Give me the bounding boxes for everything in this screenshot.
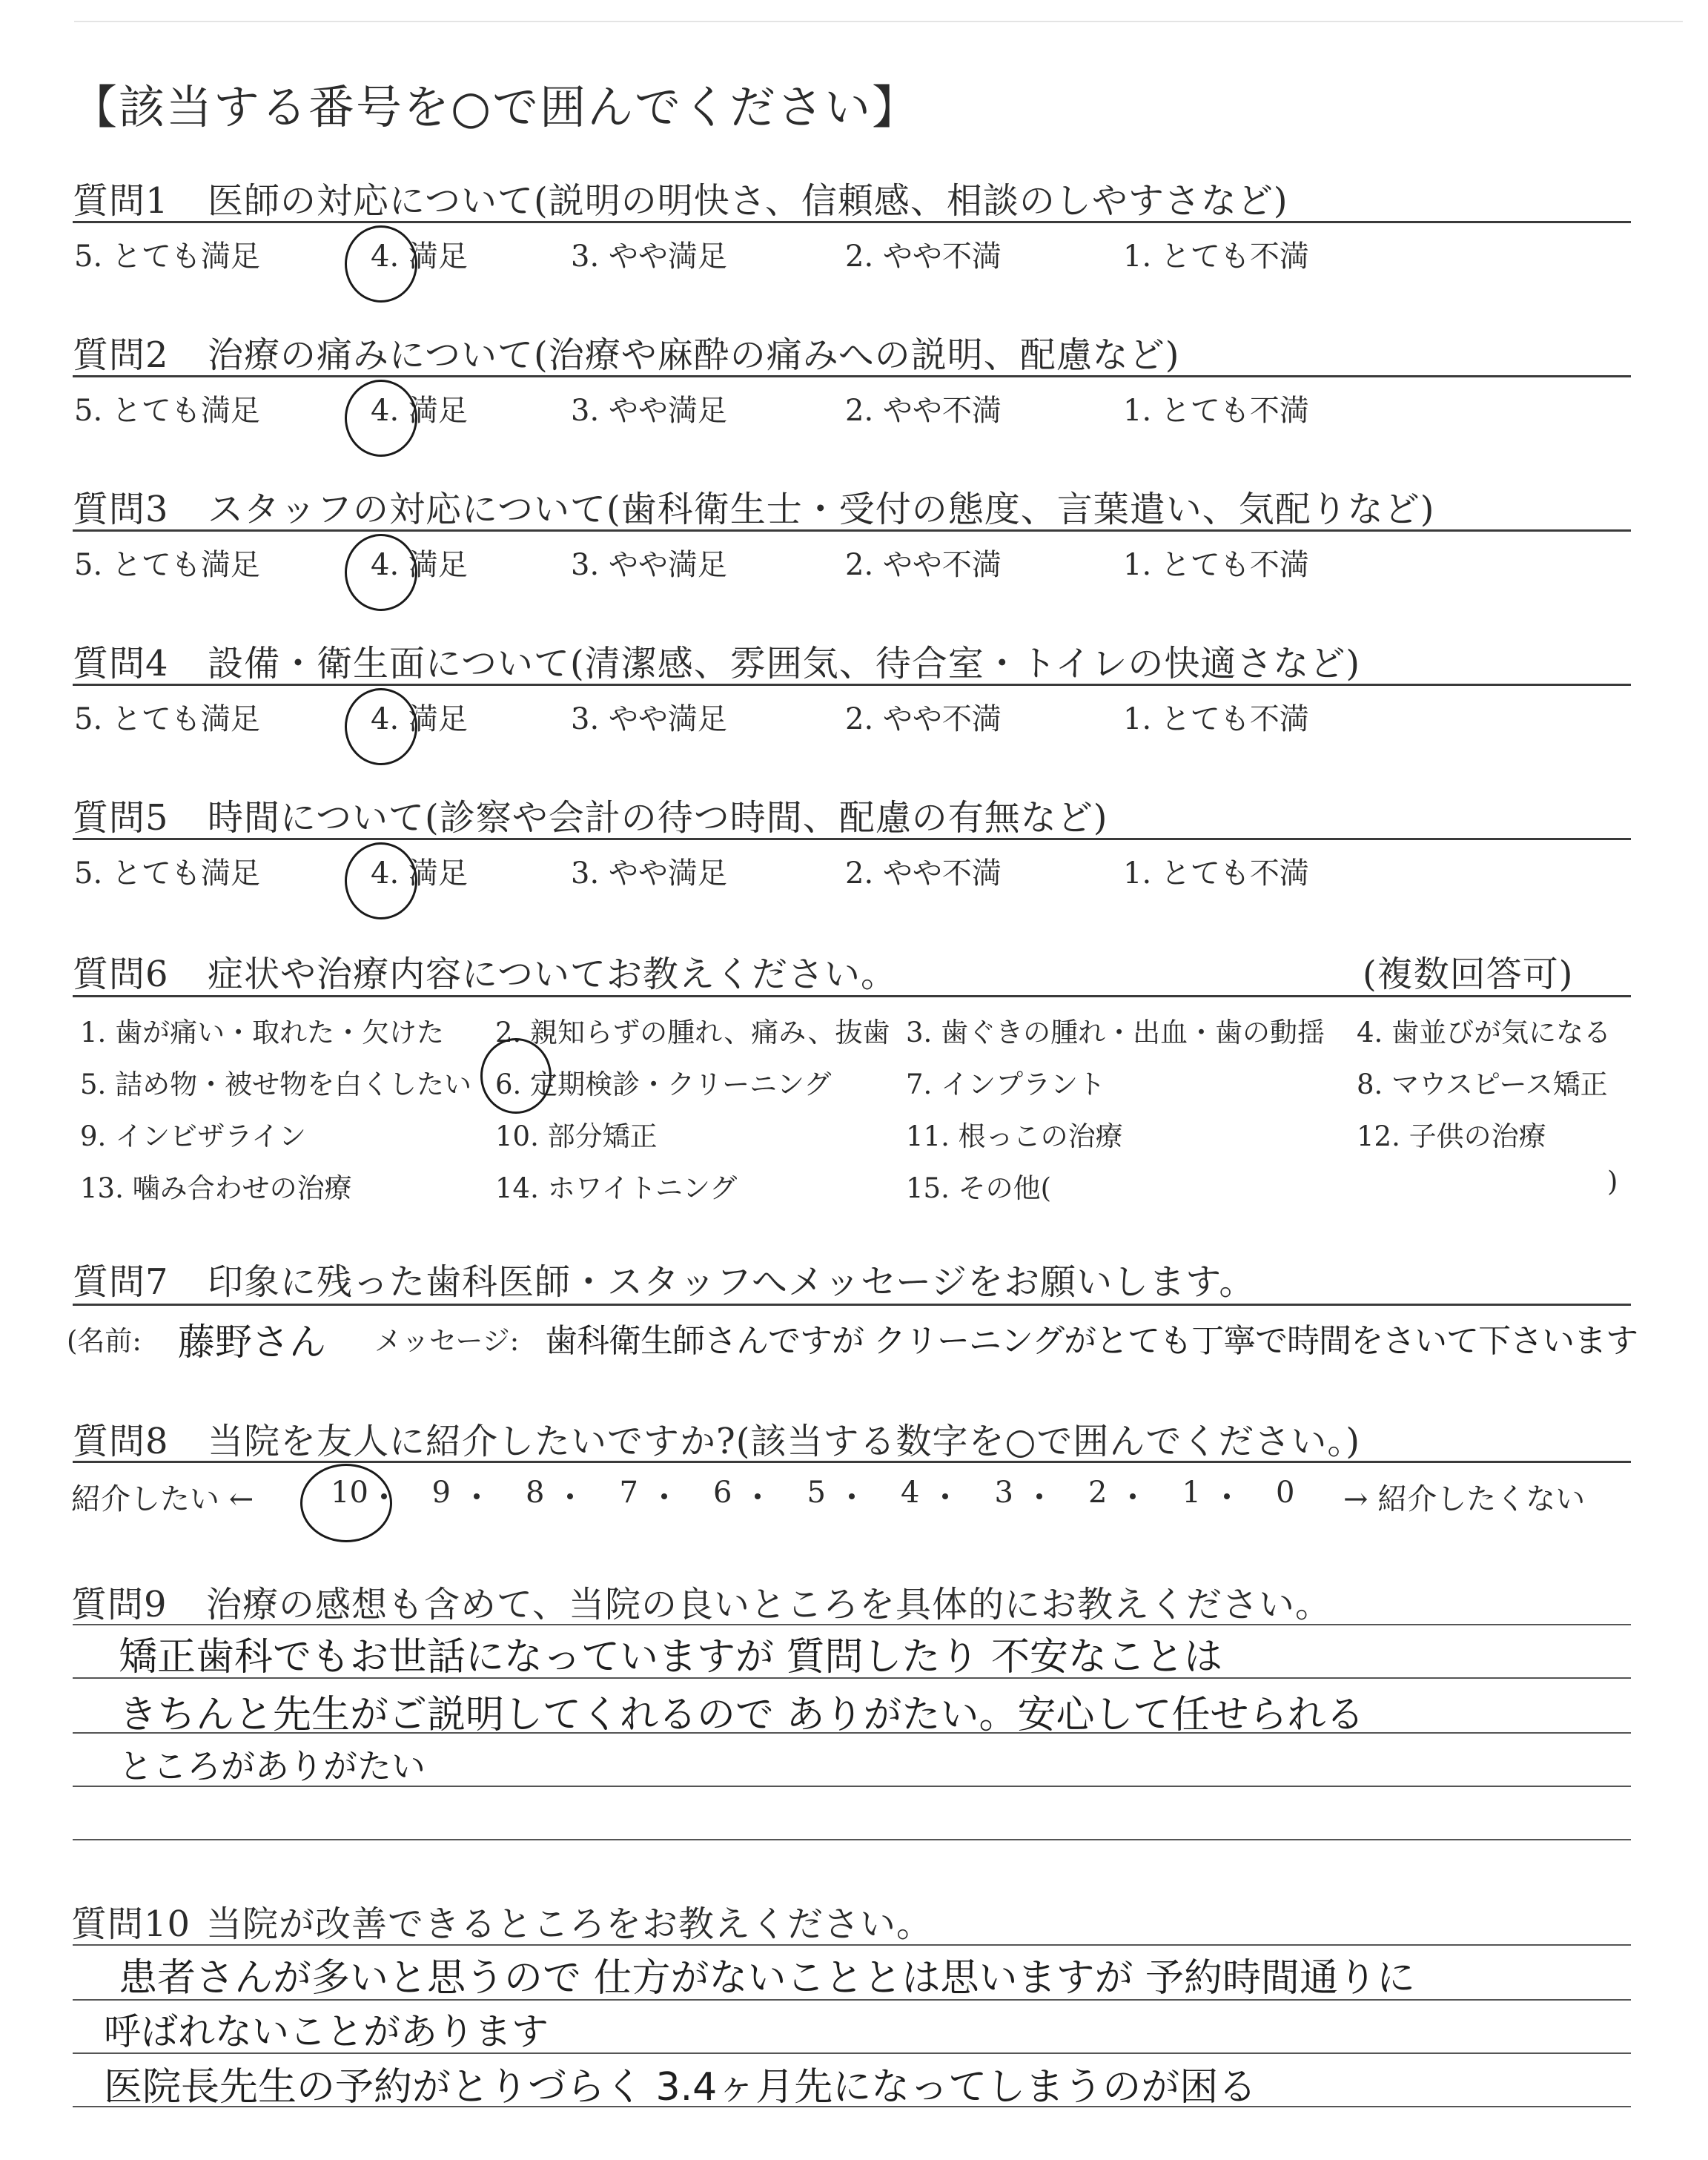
q3-text: スタッフの対応について(歯科衛生士・受付の態度、言葉遣い、気配りなど) [208,489,1435,530]
q8-scale-separator [849,1493,855,1499]
q3-option-2[interactable]: 2. やや不満 [845,548,1002,582]
q10-line-1 [73,1944,1631,1946]
q3-option-3[interactable]: 3. やや満足 [571,548,727,582]
q6-option-11[interactable]: 11. 根っこの治療 [906,1120,1123,1152]
q2-option-3[interactable]: 3. やや満足 [571,394,727,428]
q9-answer-line-3[interactable]: ところがありがたい [119,1746,426,1786]
q3-option-4[interactable]: 4. 満足 [371,548,468,582]
q4-rule [73,684,1631,686]
q8-right-label: → 紹介したくない [1343,1482,1586,1516]
q4-option-5[interactable]: 5. とても満足 [74,702,260,736]
q7-name-value[interactable]: 藤野さん [178,1321,326,1364]
q4-label: 質問4 [73,643,169,684]
q8-scale-3[interactable]: 3 [994,1476,1013,1510]
q3-rule [73,529,1631,532]
q1-rule [73,221,1631,223]
q5-option-4[interactable]: 4. 満足 [371,856,468,891]
q6-option-7[interactable]: 7. インプラント [906,1069,1106,1100]
q4-text: 設備・衛生面について(清潔感、雰囲気、待合室・トイレの快適さなど) [208,643,1361,684]
q7-name-label: (名前: [67,1325,142,1357]
q6-option-12[interactable]: 12. 子供の治療 [1357,1120,1546,1152]
q2-option-4[interactable]: 4. 満足 [371,394,468,428]
q2-option-5[interactable]: 5. とても満足 [74,394,260,428]
q6-option-5[interactable]: 5. 詰め物・被せ物を白くしたい [80,1069,472,1100]
q1-option-3[interactable]: 3. やや満足 [571,240,727,274]
page-title: 【該当する番号を○で囲んでください】 [71,80,920,134]
q3-selection-circle[interactable] [345,534,417,611]
q1-selection-circle[interactable] [345,225,417,303]
q6-option-6[interactable]: 6. 定期検診・クリーニング [495,1069,832,1100]
q1-text: 医師の対応について(説明の明快さ、信頼感、相談のしやすさなど) [208,180,1288,222]
q9-line-5 [73,1839,1631,1840]
q6-option-16: ) [1607,1166,1618,1198]
q8-scale-separator [942,1493,948,1499]
q1-label: 質問1 [73,180,169,222]
q4-option-2[interactable]: 2. やや不満 [845,702,1002,736]
scan-edge-line [74,21,1683,22]
q5-label: 質問5 [73,797,169,839]
q9-text: 治療の感想も含めて、当院の良いところを具体的にお教えください。 [206,1584,1332,1625]
q1-option-4[interactable]: 4. 満足 [371,240,468,274]
q8-scale-separator [755,1493,761,1499]
q8-scale-separator [1036,1493,1042,1499]
q5-text: 時間について(診察や会計の待つ時間、配慮の有無など) [208,797,1108,839]
q7-rule [73,1304,1631,1306]
q10-answer-line-2[interactable]: 呼ばれないことがあります [104,2010,549,2053]
q10-text: 当院が改善できるところをお教えください。 [206,1903,933,1945]
q1-option-2[interactable]: 2. やや不満 [845,240,1002,274]
q4-option-1[interactable]: 1. とても不満 [1123,702,1309,736]
q9-label: 質問9 [71,1584,168,1625]
q2-option-2[interactable]: 2. やや不満 [845,394,1002,428]
q8-scale-separator [1130,1493,1136,1499]
q7-text: 印象に残った歯科医師・スタッフへメッセージをお願いします。 [208,1261,1256,1303]
q8-scale-4[interactable]: 4 [901,1476,920,1510]
q8-scale-2[interactable]: 2 [1088,1476,1108,1510]
q10-answer-line-1[interactable]: 患者さんが多いと思うので 仕方がないこととは思いますが 予約時間通りに [119,1956,1416,2001]
q10-answer-line-3[interactable]: 医院長先生の予約がとりづらく 3.4ヶ月先になってしまうのが困る [104,2065,1257,2110]
q2-rule [73,375,1631,377]
q8-scale-separator [661,1493,667,1499]
q2-option-1[interactable]: 1. とても不満 [1123,394,1309,428]
q7-label: 質問7 [73,1261,169,1303]
q6-option-13[interactable]: 13. 噛み合わせの治療 [80,1172,352,1204]
q6-option-4[interactable]: 4. 歯並びが気になる [1357,1017,1612,1048]
q5-selection-circle[interactable] [345,842,417,919]
q7-message-label: メッセージ: [374,1325,520,1357]
q8-scale-separator [474,1493,480,1499]
q8-scale-separator [567,1493,573,1499]
q6-text: 症状や治療内容についてお教えください。 [208,954,898,995]
q8-selection-circle[interactable] [300,1464,392,1542]
q1-option-1[interactable]: 1. とても不満 [1123,240,1309,274]
q6-rule [73,995,1631,997]
q5-option-5[interactable]: 5. とても満足 [74,856,260,891]
q8-scale-separator [1224,1493,1230,1499]
q6-option-15[interactable]: 15. その他( [906,1172,1052,1204]
q8-scale-7[interactable]: 7 [619,1476,638,1510]
q4-option-3[interactable]: 3. やや満足 [571,702,727,736]
q3-option-1[interactable]: 1. とても不満 [1123,548,1309,582]
q6-option-8[interactable]: 8. マウスピース矯正 [1357,1069,1608,1100]
q8-scale-0[interactable]: 0 [1276,1476,1295,1510]
q10-label: 質問10 [71,1903,191,1945]
q2-text: 治療の痛みについて(治療や麻酔の痛みへの説明、配慮など) [208,334,1180,376]
q8-left-label: 紹介したい ← [71,1482,254,1516]
q1-option-5[interactable]: 5. とても満足 [74,240,260,274]
q8-scale-1[interactable]: 1 [1182,1476,1201,1510]
q9-answer-line-2[interactable]: きちんと先生がご説明してくれるので ありがたい。安心して任せられる [119,1693,1365,1737]
q5-rule [73,838,1631,840]
q6-note: (複数回答可) [1363,954,1574,995]
q8-rule [73,1461,1631,1463]
q5-option-1[interactable]: 1. とても不満 [1123,856,1309,891]
q8-scale-10[interactable]: 10 [331,1476,368,1510]
q8-text: 当院を友人に紹介したいですか?(該当する数字を○で囲んでください。) [208,1421,1361,1462]
q6-selection-circle[interactable] [480,1038,552,1114]
q6-option-2[interactable]: 2. 親知らずの腫れ、痛み、抜歯 [495,1017,890,1048]
q8-scale-8[interactable]: 8 [526,1476,545,1510]
q3-option-5[interactable]: 5. とても満足 [74,548,260,582]
q6-option-3[interactable]: 3. 歯ぐきの腫れ・出血・歯の動揺 [906,1017,1325,1048]
q2-label: 質問2 [73,334,169,376]
q3-label: 質問3 [73,489,169,530]
q6-option-14[interactable]: 14. ホワイトニング [495,1172,738,1204]
q8-scale-5[interactable]: 5 [807,1476,826,1510]
q8-scale-9[interactable]: 9 [431,1476,451,1510]
q5-option-3[interactable]: 3. やや満足 [571,856,727,891]
q8-scale-6[interactable]: 6 [713,1476,732,1510]
q8-label: 質問8 [73,1421,169,1462]
q6-option-10[interactable]: 10. 部分矯正 [495,1120,658,1152]
q6-option-9[interactable]: 9. インビザライン [80,1120,306,1152]
q4-selection-circle[interactable] [345,688,417,765]
q2-selection-circle[interactable] [345,380,417,457]
q7-message-value[interactable]: 歯科衛生師さんですが クリーニングがとても丁寧で時間をさいて下さいます [545,1322,1638,1360]
q4-option-4[interactable]: 4. 満足 [371,702,468,736]
q9-answer-line-1[interactable]: 矯正歯科でもお世話になっていますが 質問したり 不安なことは [119,1635,1223,1680]
q6-option-1[interactable]: 1. 歯が痛い・取れた・欠けた [80,1017,445,1048]
q5-option-2[interactable]: 2. やや不満 [845,856,1002,891]
q6-label: 質問6 [73,954,169,995]
